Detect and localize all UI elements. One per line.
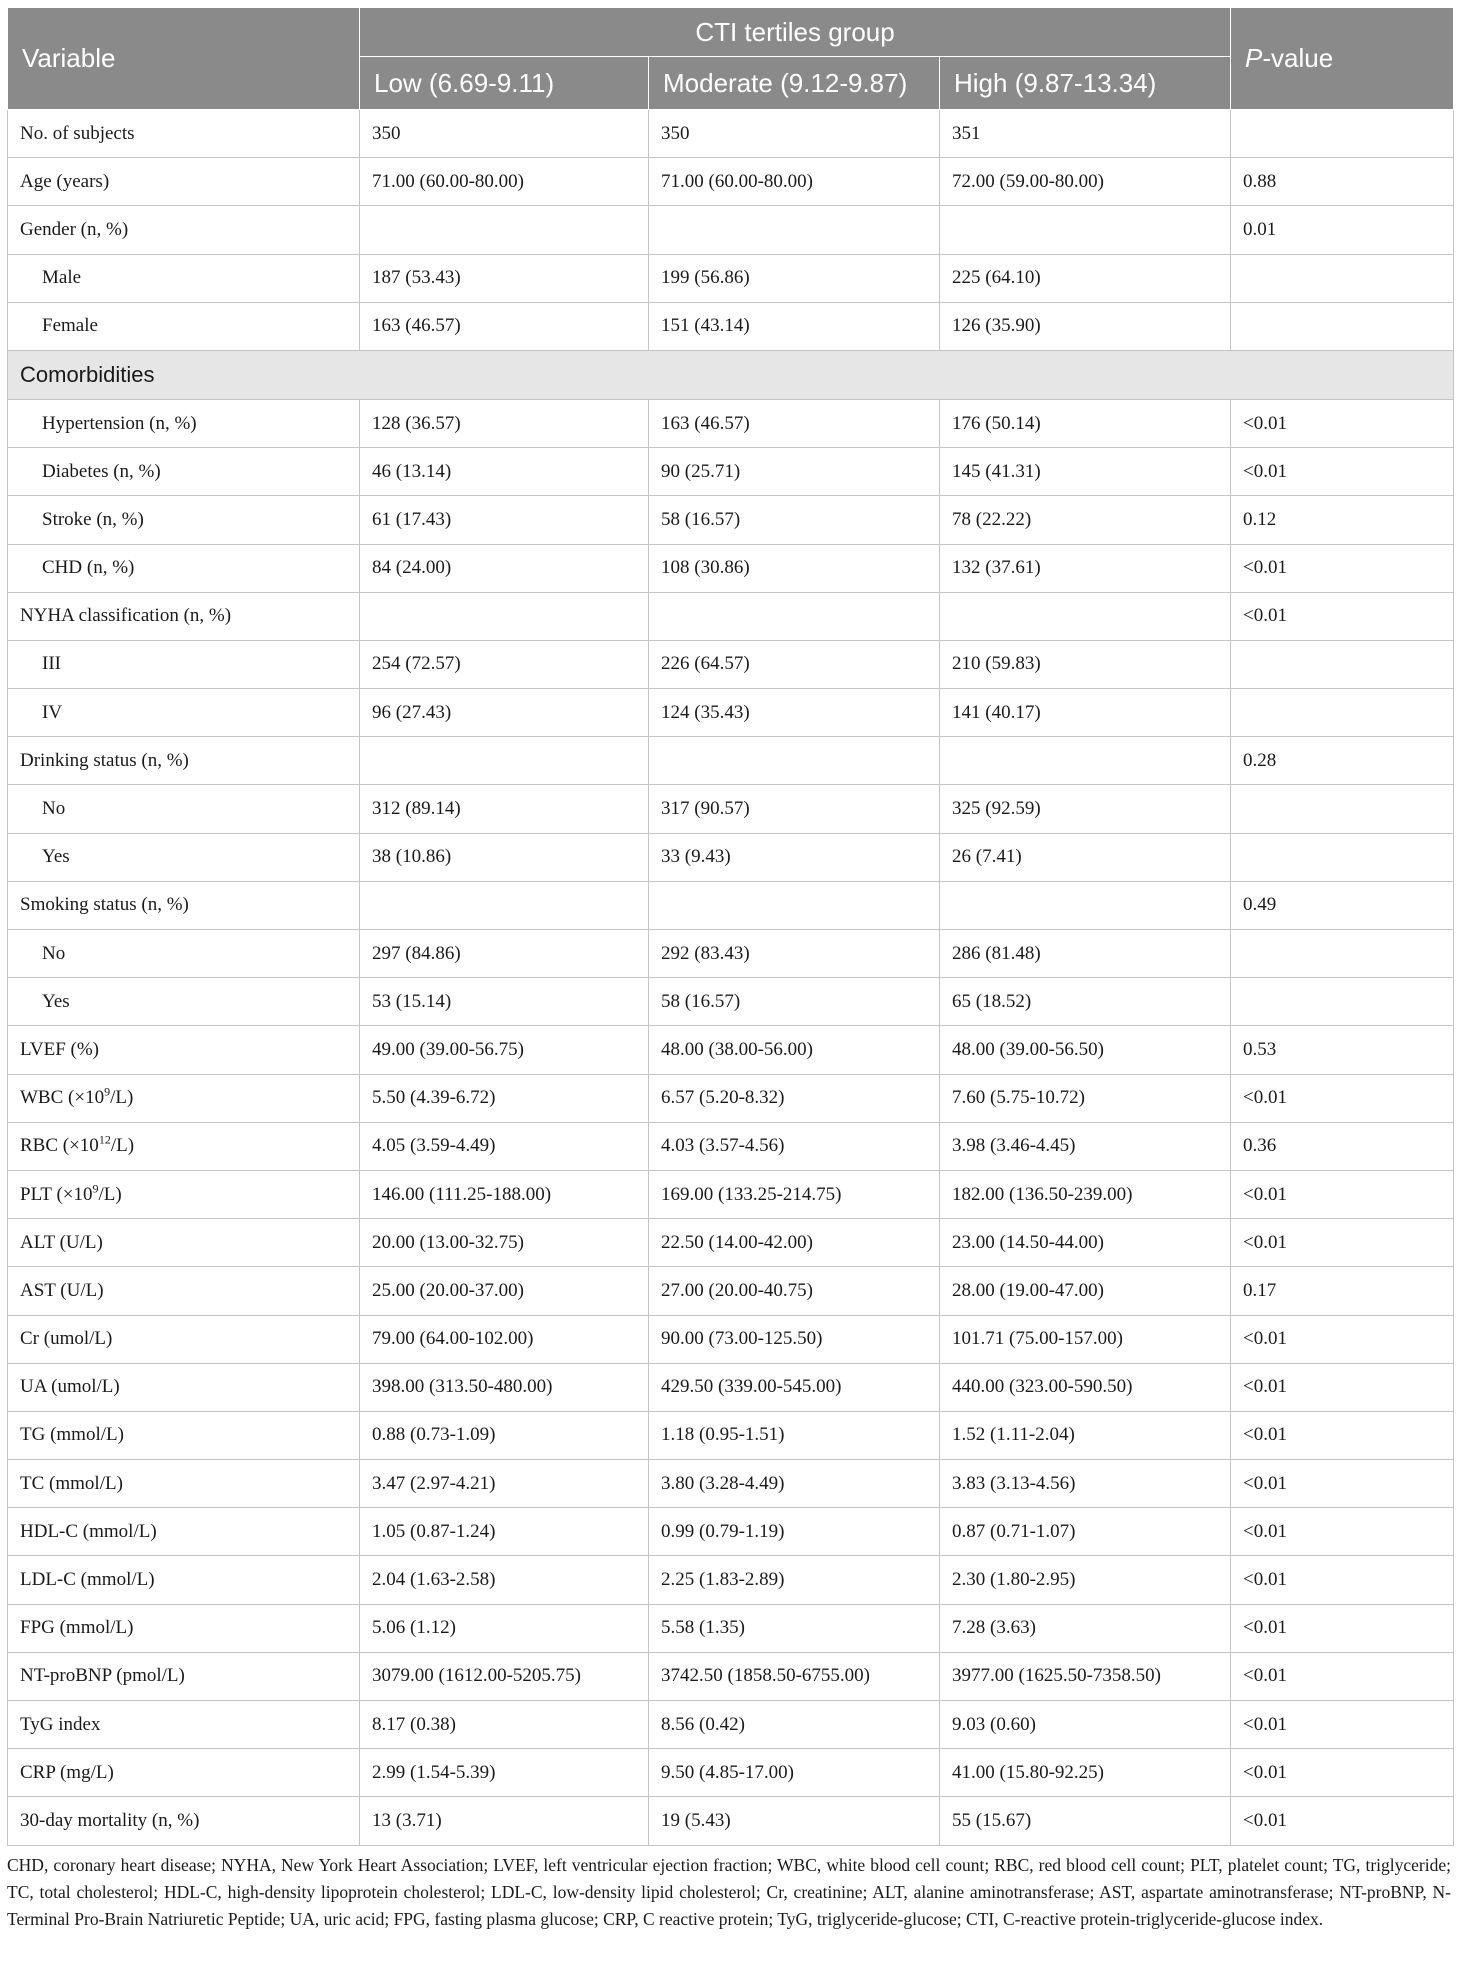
cell-high: 176 (50.14) (940, 399, 1231, 447)
table-row (8, 544, 1454, 592)
cell-low: 2.04 (1.63-2.58) (360, 1556, 649, 1604)
cell-low (360, 592, 649, 640)
row-label (8, 1074, 360, 1122)
cell-high: 145 (41.31) (940, 448, 1231, 496)
cell-moderate: 27.00 (20.00-40.75) (649, 1267, 940, 1315)
row-label: Cr (umol/L) (8, 1315, 360, 1363)
table-row (8, 737, 1454, 785)
cell-p-value: <0.01 (1231, 1460, 1454, 1508)
cell-moderate: 169.00 (133.25-214.75) (649, 1170, 940, 1218)
cell-low: 146.00 (111.25-188.00) (360, 1170, 649, 1218)
row-label: Stroke (n, %) (8, 496, 360, 544)
cell-moderate: 9.50 (4.85-17.00) (649, 1749, 940, 1797)
cell-low: 71.00 (60.00-80.00) (360, 158, 649, 206)
cell-p-value: <0.01 (1231, 1604, 1454, 1652)
cell-low: 3.47 (2.97-4.21) (360, 1460, 649, 1508)
cell-high: 48.00 (39.00-56.50) (940, 1026, 1231, 1074)
cell-high: 101.71 (75.00-157.00) (940, 1315, 1231, 1363)
cell-high: 225 (64.10) (940, 254, 1231, 302)
table-container (7, 7, 1453, 1933)
cell-low: 312 (89.14) (360, 785, 649, 833)
cell-p-value: 0.12 (1231, 496, 1454, 544)
table-row (8, 1074, 1454, 1122)
cell-moderate: 5.58 (1.35) (649, 1604, 940, 1652)
table-row (8, 254, 1454, 302)
cell-p-value: <0.01 (1231, 1701, 1454, 1749)
cell-moderate: 317 (90.57) (649, 785, 940, 833)
cell-low: 46 (13.14) (360, 448, 649, 496)
baseline-characteristics-table (7, 7, 1454, 1846)
row-label: Yes (8, 833, 360, 881)
cell-p-value: <0.01 (1231, 1749, 1454, 1797)
cell-high: 126 (35.90) (940, 302, 1231, 350)
cell-low: 4.05 (3.59-4.49) (360, 1122, 649, 1170)
table-row (8, 1460, 1454, 1508)
cell-p-value (1231, 302, 1454, 350)
table-row (8, 1701, 1454, 1749)
cell-low: 5.50 (4.39-6.72) (360, 1074, 649, 1122)
row-label: CRP (mg/L) (8, 1749, 360, 1797)
cell-high: 26 (7.41) (940, 833, 1231, 881)
table-row (8, 1219, 1454, 1267)
cell-low: 96 (27.43) (360, 689, 649, 737)
cell-low: 84 (24.00) (360, 544, 649, 592)
cell-low: 8.17 (0.38) (360, 1701, 649, 1749)
table-footnote: CHD, coronary heart disease; NYHA, New York Heart Association; LVEF, left ventricular ejection fraction; WBC, white blood cell count; RBC, red blood cell count; PLT, platelet count; TG, triglyceride; TC, total cholesterol; HDL-C, high-density lipoprotein cholesterol; LDL-C, low-density lipid cholesterol; Cr, creatinine; ALT, alanine aminotransferase; AST, aspartate aminotransferase; NT-proBNP, N-Terminal Pro-Brain Natriuretic Peptide; UA, uric acid; FPG, fasting plasma glucose; CRP, C reactive protein; TyG, triglyceride-glucose; CTI, C-reactive protein-triglyceride-glucose index. (7, 1854, 1451, 1929)
table-row (8, 350, 1454, 399)
table-row (8, 1363, 1454, 1411)
cell-high: 55 (15.67) (940, 1797, 1231, 1845)
cell-moderate: 2.25 (1.83-2.89) (649, 1556, 940, 1604)
cell-p-value (1231, 978, 1454, 1026)
header-group-title: CTI tertiles group (360, 8, 1231, 57)
cell-moderate (649, 206, 940, 254)
table-row (8, 689, 1454, 737)
cell-moderate: 3.80 (3.28-4.49) (649, 1460, 940, 1508)
cell-high: 72.00 (59.00-80.00) (940, 158, 1231, 206)
cell-p-value (1231, 785, 1454, 833)
cell-low: 25.00 (20.00-37.00) (360, 1267, 649, 1315)
cell-p-value (1231, 833, 1454, 881)
cell-low: 254 (72.57) (360, 640, 649, 688)
cell-moderate (649, 737, 940, 785)
cell-low (360, 737, 649, 785)
cell-low: 0.88 (0.73-1.09) (360, 1411, 649, 1459)
row-label-unit: /L) (98, 1183, 122, 1205)
header-p-suffix: -value (1262, 43, 1334, 73)
cell-high (940, 206, 1231, 254)
cell-low: 53 (15.14) (360, 978, 649, 1026)
cell-high: 2.30 (1.80-2.95) (940, 1556, 1231, 1604)
cell-high: 7.60 (5.75-10.72) (940, 1074, 1231, 1122)
cell-p-value (1231, 689, 1454, 737)
row-label: Female (8, 302, 360, 350)
row-label: CHD (n, %) (8, 544, 360, 592)
row-label: No. of subjects (8, 110, 360, 158)
table-row (8, 1797, 1454, 1845)
cell-moderate: 90.00 (73.00-125.50) (649, 1315, 940, 1363)
cell-high (940, 592, 1231, 640)
row-label: No (8, 930, 360, 978)
row-label-text: RBC (×10 (20, 1135, 99, 1157)
table-row (8, 1267, 1454, 1315)
cell-low (360, 206, 649, 254)
table-row (8, 1508, 1454, 1556)
cell-high: 78 (22.22) (940, 496, 1231, 544)
cell-moderate: 226 (64.57) (649, 640, 940, 688)
row-label: Diabetes (n, %) (8, 448, 360, 496)
cell-high: 440.00 (323.00-590.50) (940, 1363, 1231, 1411)
header-moderate: Moderate (9.12-9.87) (649, 57, 940, 110)
cell-p-value: 0.53 (1231, 1026, 1454, 1074)
cell-high: 286 (81.48) (940, 930, 1231, 978)
table-row (8, 785, 1454, 833)
cell-moderate: 19 (5.43) (649, 1797, 940, 1845)
cell-moderate: 6.57 (5.20-8.32) (649, 1074, 940, 1122)
cell-p-value: <0.01 (1231, 1411, 1454, 1459)
cell-moderate: 22.50 (14.00-42.00) (649, 1219, 940, 1267)
row-label-exponent: 12 (98, 1133, 111, 1148)
cell-high: 325 (92.59) (940, 785, 1231, 833)
cell-moderate: 71.00 (60.00-80.00) (649, 158, 940, 206)
table-row (8, 1170, 1454, 1218)
cell-p-value: <0.01 (1231, 544, 1454, 592)
row-label: Male (8, 254, 360, 302)
row-label: UA (umol/L) (8, 1363, 360, 1411)
table-row (8, 1749, 1454, 1797)
table-row (8, 1122, 1454, 1170)
row-label: NYHA classification (n, %) (8, 592, 360, 640)
cell-p-value: 0.36 (1231, 1122, 1454, 1170)
cell-moderate: 350 (649, 110, 940, 158)
table-row (8, 448, 1454, 496)
cell-low: 3079.00 (1612.00-5205.75) (360, 1652, 649, 1700)
cell-p-value (1231, 640, 1454, 688)
cell-low: 398.00 (313.50-480.00) (360, 1363, 649, 1411)
cell-high: 3.83 (3.13-4.56) (940, 1460, 1231, 1508)
row-label: III (8, 640, 360, 688)
cell-low: 13 (3.71) (360, 1797, 649, 1845)
cell-high: 351 (940, 110, 1231, 158)
cell-moderate: 292 (83.43) (649, 930, 940, 978)
table-row (8, 496, 1454, 544)
cell-low: 20.00 (13.00-32.75) (360, 1219, 649, 1267)
cell-low: 128 (36.57) (360, 399, 649, 447)
cell-low: 61 (17.43) (360, 496, 649, 544)
cell-p-value: 0.49 (1231, 881, 1454, 929)
cell-low: 5.06 (1.12) (360, 1604, 649, 1652)
row-label: LVEF (%) (8, 1026, 360, 1074)
cell-p-value (1231, 930, 1454, 978)
cell-moderate: 90 (25.71) (649, 448, 940, 496)
cell-high (940, 737, 1231, 785)
row-label-unit: /L) (110, 1135, 135, 1157)
row-label-text: WBC (×10 (20, 1087, 105, 1109)
cell-low: 1.05 (0.87-1.24) (360, 1508, 649, 1556)
table-row (8, 1315, 1454, 1363)
row-label: Gender (n, %) (8, 206, 360, 254)
table-row (8, 1652, 1454, 1700)
table-row (8, 1411, 1454, 1459)
cell-moderate (649, 592, 940, 640)
cell-low: 38 (10.86) (360, 833, 649, 881)
cell-moderate: 3742.50 (1858.50-6755.00) (649, 1652, 940, 1700)
cell-low: 350 (360, 110, 649, 158)
table-row (8, 110, 1454, 158)
cell-high: 1.52 (1.11-2.04) (940, 1411, 1231, 1459)
cell-p-value: <0.01 (1231, 399, 1454, 447)
cell-high: 7.28 (3.63) (940, 1604, 1231, 1652)
cell-low: 187 (53.43) (360, 254, 649, 302)
cell-high: 3.98 (3.46-4.45) (940, 1122, 1231, 1170)
table-row (8, 399, 1454, 447)
cell-low: 49.00 (39.00-56.75) (360, 1026, 649, 1074)
cell-high: 41.00 (15.80-92.25) (940, 1749, 1231, 1797)
cell-p-value: <0.01 (1231, 1074, 1454, 1122)
cell-p-value: <0.01 (1231, 1315, 1454, 1363)
cell-low (360, 881, 649, 929)
table-row (8, 592, 1454, 640)
cell-moderate: 1.18 (0.95-1.51) (649, 1411, 940, 1459)
row-label: IV (8, 689, 360, 737)
row-label: FPG (mmol/L) (8, 1604, 360, 1652)
cell-moderate: 163 (46.57) (649, 399, 940, 447)
cell-high: 210 (59.83) (940, 640, 1231, 688)
cell-high: 65 (18.52) (940, 978, 1231, 1026)
cell-high: 3977.00 (1625.50-7358.50) (940, 1652, 1231, 1700)
table-row (8, 158, 1454, 206)
row-label: TG (mmol/L) (8, 1411, 360, 1459)
cell-moderate: 58 (16.57) (649, 978, 940, 1026)
cell-p-value: 0.28 (1231, 737, 1454, 785)
cell-high: 182.00 (136.50-239.00) (940, 1170, 1231, 1218)
cell-high (940, 881, 1231, 929)
cell-moderate: 33 (9.43) (649, 833, 940, 881)
row-label: AST (U/L) (8, 1267, 360, 1315)
cell-moderate: 8.56 (0.42) (649, 1701, 940, 1749)
cell-low: 163 (46.57) (360, 302, 649, 350)
table-row (8, 640, 1454, 688)
table-row (8, 1556, 1454, 1604)
cell-moderate: 48.00 (38.00-56.00) (649, 1026, 940, 1074)
cell-p-value: <0.01 (1231, 1652, 1454, 1700)
row-label (8, 1170, 360, 1218)
row-label: ALT (U/L) (8, 1219, 360, 1267)
cell-low: 297 (84.86) (360, 930, 649, 978)
cell-p-value: <0.01 (1231, 1797, 1454, 1845)
table-row (8, 1026, 1454, 1074)
table-row (8, 881, 1454, 929)
row-label: LDL-C (mmol/L) (8, 1556, 360, 1604)
header-p-value (1231, 8, 1454, 110)
cell-high: 28.00 (19.00-47.00) (940, 1267, 1231, 1315)
table-row (8, 302, 1454, 350)
cell-p-value: <0.01 (1231, 1170, 1454, 1218)
cell-p-value: <0.01 (1231, 1219, 1454, 1267)
cell-high: 132 (37.61) (940, 544, 1231, 592)
section-header: Comorbidities (8, 350, 1454, 399)
table-row (8, 930, 1454, 978)
cell-moderate: 124 (35.43) (649, 689, 940, 737)
cell-p-value: 0.88 (1231, 158, 1454, 206)
row-label: Age (years) (8, 158, 360, 206)
cell-moderate: 199 (56.86) (649, 254, 940, 302)
row-label: 30-day mortality (n, %) (8, 1797, 360, 1845)
table-row (8, 1604, 1454, 1652)
cell-moderate: 151 (43.14) (649, 302, 940, 350)
cell-p-value: 0.17 (1231, 1267, 1454, 1315)
row-label: Yes (8, 978, 360, 1026)
header-low: Low (6.69-9.11) (360, 57, 649, 110)
row-label: NT-proBNP (pmol/L) (8, 1652, 360, 1700)
cell-high: 9.03 (0.60) (940, 1701, 1231, 1749)
cell-p-value: <0.01 (1231, 448, 1454, 496)
cell-moderate: 4.03 (3.57-4.56) (649, 1122, 940, 1170)
table-row (8, 833, 1454, 881)
table-body (8, 110, 1454, 1846)
row-label-unit: /L) (110, 1087, 134, 1109)
cell-p-value: <0.01 (1231, 1363, 1454, 1411)
cell-moderate: 0.99 (0.79-1.19) (649, 1508, 940, 1556)
cell-high: 23.00 (14.50-44.00) (940, 1219, 1231, 1267)
cell-high: 141 (40.17) (940, 689, 1231, 737)
header-variable: Variable (8, 8, 360, 110)
cell-low: 79.00 (64.00-102.00) (360, 1315, 649, 1363)
header-high: High (9.87-13.34) (940, 57, 1231, 110)
row-label: HDL-C (mmol/L) (8, 1508, 360, 1556)
cell-p-value (1231, 254, 1454, 302)
row-label-exponent: 9 (92, 1181, 99, 1196)
cell-moderate: 108 (30.86) (649, 544, 940, 592)
row-label: Smoking status (n, %) (8, 881, 360, 929)
row-label-text: PLT (×10 (20, 1183, 93, 1205)
cell-p-value (1231, 110, 1454, 158)
row-label: Drinking status (n, %) (8, 737, 360, 785)
row-label: Hypertension (n, %) (8, 399, 360, 447)
cell-low: 2.99 (1.54-5.39) (360, 1749, 649, 1797)
cell-moderate (649, 881, 940, 929)
cell-moderate: 58 (16.57) (649, 496, 940, 544)
row-label-exponent: 9 (104, 1084, 111, 1099)
row-label: No (8, 785, 360, 833)
cell-p-value: <0.01 (1231, 592, 1454, 640)
cell-p-value: 0.01 (1231, 206, 1454, 254)
cell-p-value: <0.01 (1231, 1508, 1454, 1556)
cell-high: 0.87 (0.71-1.07) (940, 1508, 1231, 1556)
table-row (8, 206, 1454, 254)
header-p-letter: P (1245, 43, 1263, 73)
cell-moderate: 429.50 (339.00-545.00) (649, 1363, 940, 1411)
row-label: TyG index (8, 1701, 360, 1749)
row-label (8, 1122, 360, 1170)
table-row (8, 978, 1454, 1026)
row-label: TC (mmol/L) (8, 1460, 360, 1508)
cell-p-value: <0.01 (1231, 1556, 1454, 1604)
